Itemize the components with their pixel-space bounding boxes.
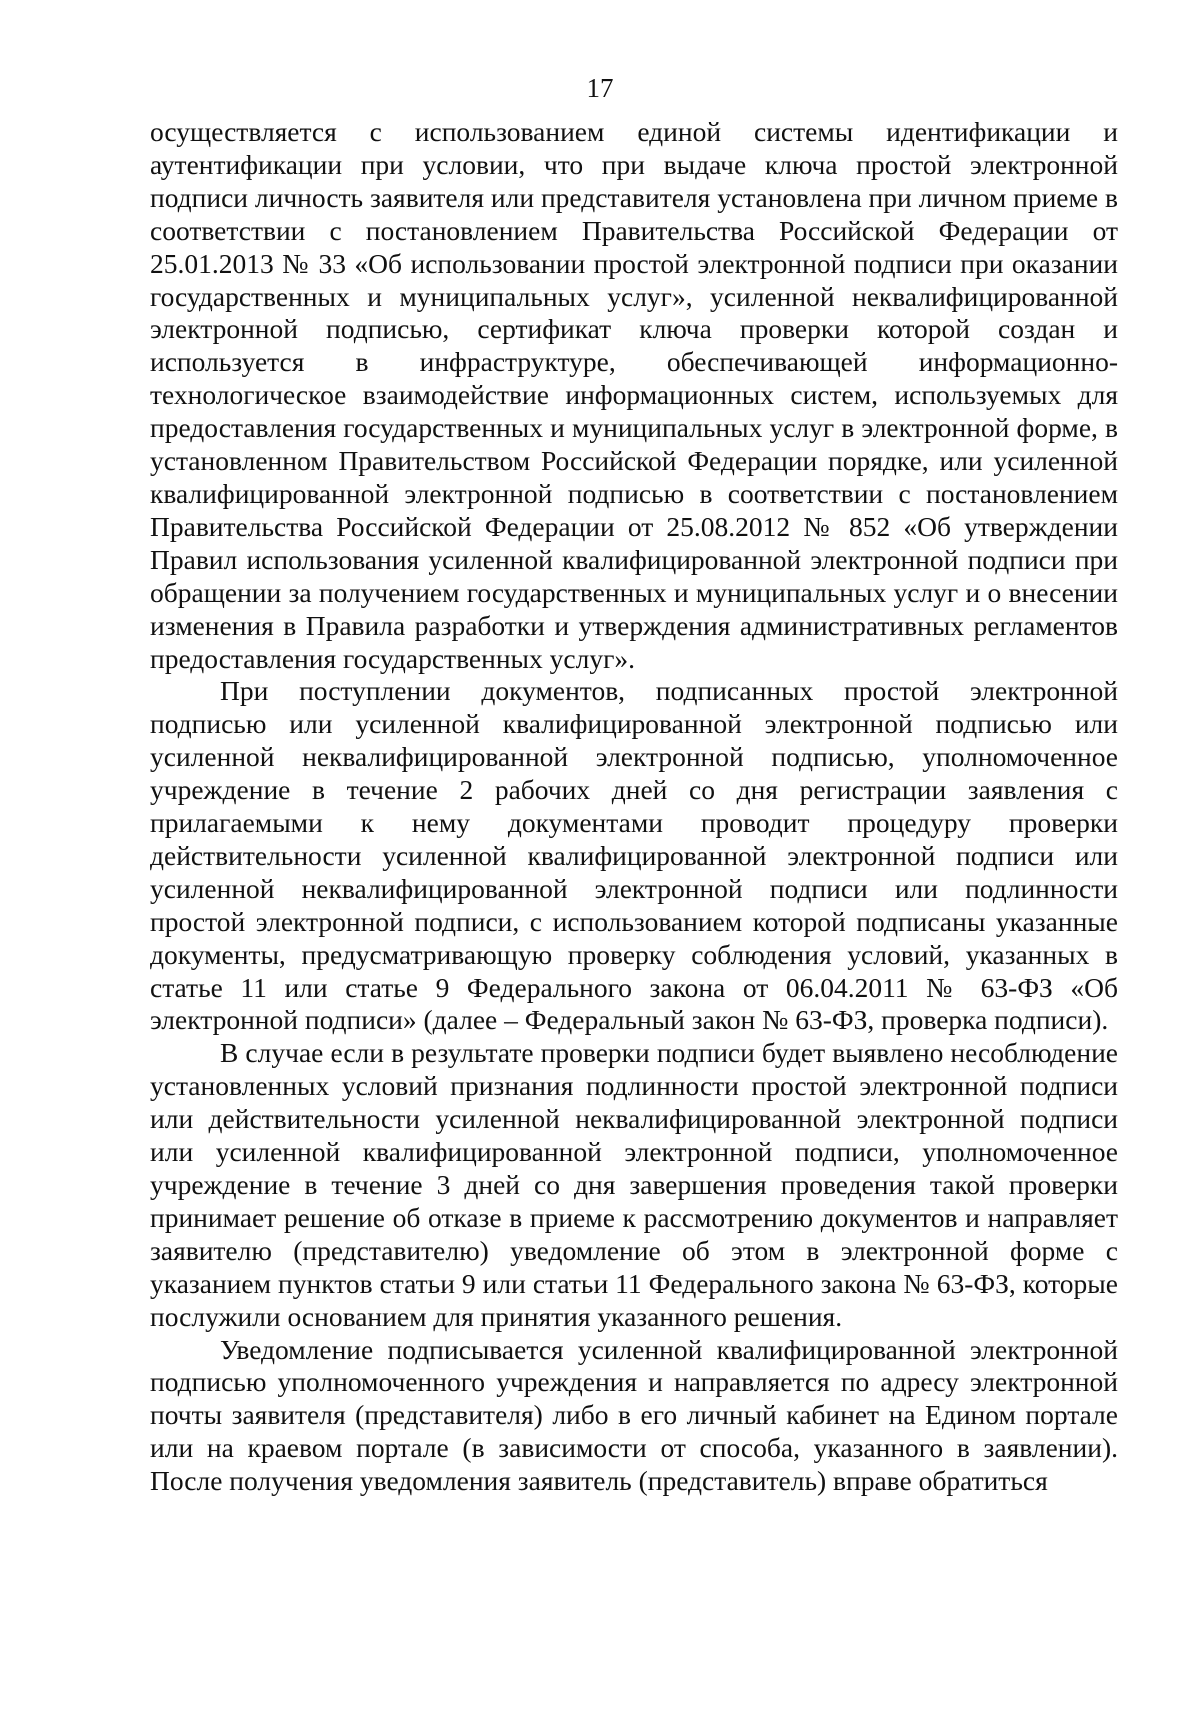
paragraph-signature-verification: При поступлении документов, подписанных простой электронной подписью или усиленной квалифицированной электронной подписью или усиленной неквалифицированной электронной подписью, уполномоченное учреждение в течение 2 рабочих дней со дня регистрации заявления с прилагаемыми к нему документами проводит процедуру проверки действительности усиленной квалифицированной электронной подписи или усиленной неквалифицированной электронной подписи или подлинности простой электронной подписи, с использованием которой подписаны указанные документы, предусматривающую проверку соблюдения условий, указанных в статье 11 или статье 9 Федерального закона от 06.04.2011 № 63-ФЗ «Об электронной подписи» (далее – Федеральный закон № 63-ФЗ, проверка подписи).	[150, 675, 1118, 1036]
paragraph-notification: Уведомление подписывается усиленной квалифицированной электронной подписью уполномоченного учреждения и направляется по адресу электронной почты заявителя (представителя) либо в его личный кабинет на Едином портале или на краевом портале (в зависимости от способа, указанного в заявлении). После получения уведомления заявитель (представитель) вправе обратиться	[150, 1333, 1118, 1497]
page-number: 17	[586, 73, 614, 103]
document-body	[150, 116, 1118, 1498]
paragraph-refusal-decision: В случае если в результате проверки подписи будет выявлено несоблюдение установленных условий признания подлинности простой электронной подписи или действительности усиленной неквалифицированной электронной подписи или усиленной квалифицированной электронной подписи, уполномоченное учреждение в течение 3 дней со дня завершения проведения такой проверки принимает решение об отказе в приеме к рассмотрению документов и направляет заявителю (представителю) уведомление об этом в электронной форме с указанием пунктов статьи 9 или статьи 11 Федерального закона № 63-ФЗ, которые послужили основанием для принятия указанного решения.	[150, 1037, 1118, 1332]
paragraph-continuation: осуществляется с использованием единой системы идентификации и аутентификации при условии, что при выдаче ключа простой электронной подписи личность заявителя или представителя установлена при личном приеме в соответствии с постановлением Правительства Российской Федерации от 25.01.2013 № 33 «Об использовании простой электронной подписи при оказании государственных и муниципальных услуг», усиленной неквалифицированной электронной подписью, сертификат ключа проверки которой создан и используется в инфраструктуре, обеспечивающей информационно-технологическое взаимодействие информационных систем, используемых для предоставления государственных и муниципальных услуг в электронной форме, в установленном Правительством Российской Федерации порядке, или усиленной квалифицированной электронной подписью в соответствии с постановлением Правительства Российской Федерации от 25.08.2012 № 852 «Об утверждении Правил использования усиленной квалифицированной электронной подписи при обращении за получением государственных и муниципальных услуг и о внесении изменения в Правила разработки и утверждения административных регламентов предоставления государственных услуг».	[150, 116, 1118, 674]
